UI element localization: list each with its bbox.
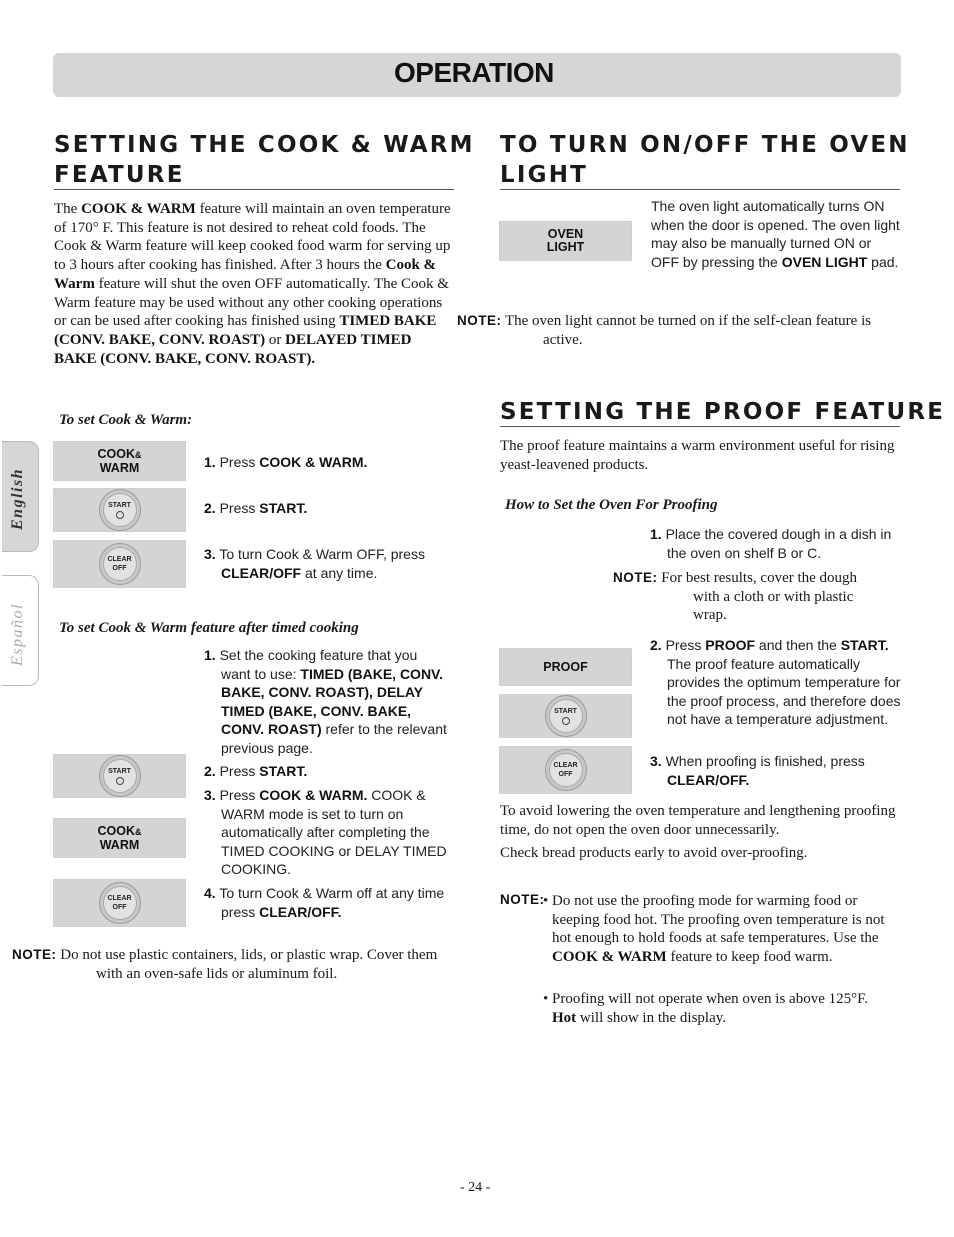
proof-step1: 1. Place the covered dough in a dish in the oven on shelf B or C. <box>650 526 892 561</box>
cook-warm-pad[interactable]: COOK& WARM <box>53 441 186 481</box>
clear-off-pad-2[interactable] <box>53 879 186 927</box>
proof-step3: 3. When proofing is finished, press CLEAR/OFF. <box>650 753 865 788</box>
page-number: - 24 - <box>460 1180 491 1195</box>
proof-start-pad[interactable] <box>499 694 632 738</box>
start-pad[interactable] <box>53 488 186 532</box>
start-button-2[interactable]: START <box>99 755 141 797</box>
note-label: NOTE: <box>54 946 57 965</box>
cook-warm-title-line1: SETTING THE COOK & WARM <box>54 132 475 158</box>
page-title: OPERATION <box>394 57 554 88</box>
proof-title: SETTING THE PROOF FEATURE <box>500 399 946 425</box>
oven-light-title-rule <box>500 189 900 190</box>
lock-icon <box>562 717 570 725</box>
cook-warm-pad-2[interactable]: COOK& WARM <box>53 818 186 858</box>
clear-off-button-2[interactable]: CLEAR OFF <box>99 882 141 924</box>
cook-warm-note: NOTE: Do not use plastic containers, lids, or plastic wrap. Cover them with an oven-safe lids or aluminum foil. <box>12 947 438 982</box>
proof-para1: To avoid lowering the oven temperature and lengthening proofing time, do not open the oven door unnecessarily. <box>500 803 896 838</box>
cook-warm-intro: The COOK & WARM feature will maintain an oven temperature of 170° F. This feature is not desired to reheat cold foods. The Cook & Warm feature will keep cooked food warm for serving up to 3 hours after cooking has finished. After 3 hours the Cook & Warm feature will shut the oven OFF automatically. The Cook & Warm feature may be used without any other cooking operations or can be used after cooking has finished using TIMED BAKE (CONV. BAKE, CONV. ROAST) or DELAYED TIMED BAKE (CONV. BAKE, CONV. ROAST). <box>54 201 451 367</box>
oven-light-desc: The oven light automatically turns ON when the door is opened. The oven light may also be manually turned ON or OFF by pressing the OVEN LIGHT pad. <box>651 198 900 270</box>
note-label: NOTE: <box>653 569 658 588</box>
proof-intro: The proof feature maintains a warm environment useful for rising yeast-leavened products. <box>500 438 895 473</box>
proof-subhead: How to Set the Oven For Proofing <box>505 497 718 513</box>
note-label: NOTE: <box>500 892 545 907</box>
step2-4: 4. To turn Cook & Warm off at any time press CLEAR/OFF. <box>204 885 445 920</box>
proof-clear-pad[interactable] <box>499 746 632 794</box>
cook-warm-subhead: To set Cook & Warm: <box>59 412 193 428</box>
start-button[interactable]: START <box>99 489 141 531</box>
step2-3: 3. Press COOK & WARM. COOK & WARM mode is set to turn on automatically after completing the TIMED COOKING or DELAY TIMED COOKING. <box>204 787 447 877</box>
tab-espanol-label: Español <box>9 603 26 666</box>
step2-1: 1. Set the cooking feature that you want to use: TIMED (BAKE, CONV. BAKE, CONV. ROAST), DELAY TIMED (BAKE, CONV. BAKE, CONV. ROAST) refer to the relevant previous page. <box>204 647 447 756</box>
step1-1: 1. Press COOK & WARM. <box>204 454 368 470</box>
start-pad-2[interactable] <box>53 754 186 798</box>
clear-off-button[interactable]: CLEAR OFF <box>99 543 141 585</box>
step1-2: 2. Press START. <box>204 500 308 516</box>
header-banner <box>53 53 901 97</box>
cook-warm-title-rule <box>54 189 454 190</box>
proof-bullet-1: • Do not use the proofing mode for warming food or keeping food hot. The proofing oven temperature is not hot enough to hold foods at safe temperatures. Use the COOK & WARM feature to keep food warm. <box>543 893 885 966</box>
proof-bullet-2: • Proofing will not operate when oven is above 125°F. Hot will show in the display. <box>543 991 869 1026</box>
step2-2: 2. Press START. <box>204 763 308 779</box>
tab-espanol[interactable] <box>2 575 39 686</box>
proof-pad[interactable]: PROOF <box>499 648 632 686</box>
proof-para2: Check bread products early to avoid over-proofing. <box>500 845 808 861</box>
oven-light-title-line1: TO TURN ON/OFF THE OVEN <box>500 132 910 158</box>
start-button-3[interactable]: START <box>545 695 587 737</box>
clear-off-button-3[interactable]: CLEAR OFF <box>545 749 587 791</box>
lock-icon <box>116 777 124 785</box>
oven-light-note: NOTE: The oven light cannot be turned on if the self-clean feature is active. <box>457 313 872 348</box>
tab-english[interactable] <box>2 441 39 552</box>
lock-icon <box>116 511 124 519</box>
cook-warm-after-subhead: To set Cook & Warm feature after timed cooking <box>59 620 359 636</box>
clear-off-pad[interactable] <box>53 540 186 588</box>
proof-note1: NOTE: For best results, cover the dough with a cloth or with plastic wrap. <box>613 570 858 624</box>
proof-step2: 2. Press PROOF and then the START. The proof feature automatically provides the optimum temperature for the proof process, and therefore does not have a temperature adjustment. <box>650 637 901 727</box>
oven-light-title <box>500 130 910 190</box>
tab-english-label: English <box>9 467 26 530</box>
proof-title-rule <box>500 426 900 427</box>
step1-3: 3. To turn Cook & Warm OFF, press CLEAR/OFF at any time. <box>204 546 425 581</box>
cook-warm-title <box>54 130 475 190</box>
cook-warm-title-line2: FEATURE <box>54 162 185 188</box>
oven-light-pad[interactable]: OVEN LIGHT <box>499 221 632 261</box>
oven-light-title-line2: LIGHT <box>500 162 589 188</box>
note-label: NOTE: <box>500 312 502 331</box>
